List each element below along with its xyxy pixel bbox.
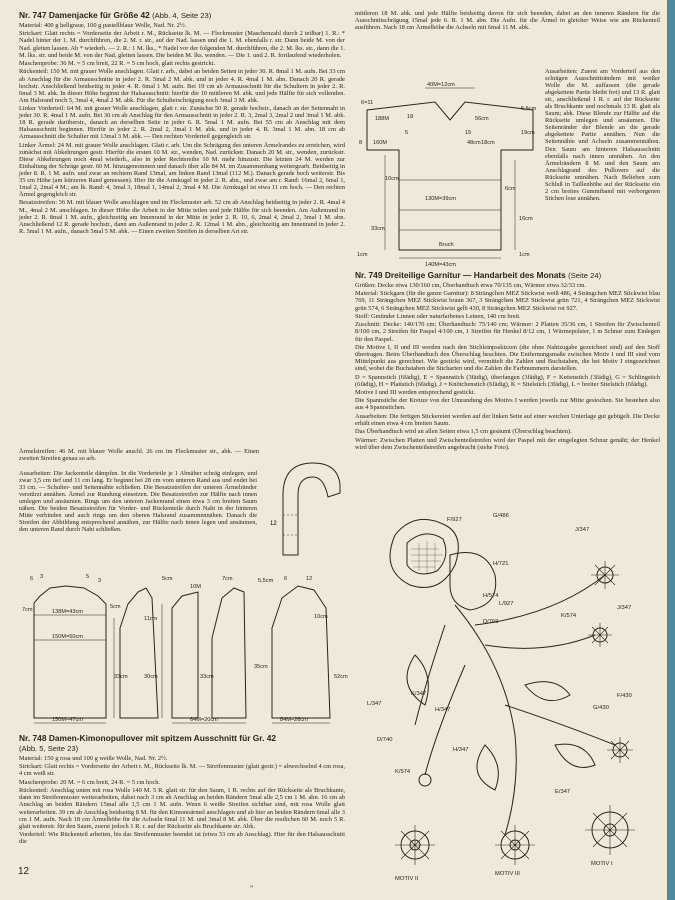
dim-label: 10cm [314,614,328,620]
rueckenteil-text: Rückenteil: 150 M. mit grauer Wolle anschlagen. Glatt r. arb., dabei an beiden Seiten in jeder 30. R. 8mal 1 M. aufn. Bei 33 cm ab Anschlag für die Armausschnitte in jeder 2. R. 5mal 2 M. abk. und in jeder 4. R. 4mal 1 M. abn. Danach 20 R. gerade hochstr. Anschließend beidseitig in jeder 4. R. 6mal 1 M. aufn. Bei 19 cm ab Armausschnitt für die Schultern in jeder 2. R. 6mal 3 M. abk. In dieser Höhe beginnt der Halsausschnitt: hierfür die 10 mittleren M. abk. und jede Hälfte für sich vollenden. Am Halsrand noch 5, 3mal 4, 4mal 2 M. abk. Für die Schulterschrägung noch 3mal 3 M. abk. [19,68,345,104]
dim-label: 19cm [521,130,535,136]
stitch-code: J/347 [617,605,632,611]
stitch-code: D/740 [377,737,393,743]
dim-label: 15 [465,130,472,136]
stitch-code: H/347 [453,747,469,753]
strickart-text: Strickart: Glatt rechts = Vorderseite der Arbeit r. M., Rückseite lk. M. — Fleckmuster (Maschenzahl durch 2 teilbar) 1. R.: * Nadel hinter der 1. M. durchführen, die 2. M. r. str., auf der Nad. lassen und die 1. M. ebenfalls r. str. Dann beide M. von der Nad. gleiten lassen. Ab * wiederh. — 2. R.: 1 M. lks., * Nadel vor der folgenden M. durchführen, die 2. M. lks. str., dann die 1. M. lks. str. und beide M. von der Nad. gleiten lassen. Die beiden M. lks. wenden. — Die 1. und 2. R. fortlaufend wiederholen. [19,30,345,59]
dim-label: 138M=43cm [52,609,83,615]
continued-text: mittleren 18 M. abk. und jede Hälfte beidseitig davon für sich beenden, dabei an den inneren Rändern für die Ausschnittschrägung 15mal jede 6. R. 1 M. abn. Die Aufn. für die Ärmel in gleicher Weise wie am Rückenteil ausführen. Nach 18 cm Ärmelhöhe die Achseln mit 6mal 11 M. abk. [355,10,660,32]
dim-label: 188M [375,116,389,122]
embroidery-motif-drawing [355,505,665,890]
stitch-code: F/927 [447,517,462,523]
motive-text: Die Motive I, II und III werden nach den Stichleinpsskizzen (die ohne Nahtzugabe gezeichnet sind) auf den Stoff übertragen. Beim Überhandtuch den Überschlag beachten. Die Entfernungsmaße zwischen Motiv I und III sind vom Mittelpunkt aus gerechnet. Wie gestickt wird, vermittelt die Zahlen und Buchstaben, die bei Motiv I eingezeichnet sind, wobei die Buchstaben die Sticharten und die Zahlen die Farbnummern darstellen. [355,343,660,373]
dim-label: 5 [86,574,90,580]
dim-label: 33cm [371,226,385,232]
rueckenteil-text: Rückenteil: Anschlag unten mit rosa Wolle 140 M. 5 R. glatt str. für den Saum, 1 R. rechts auf der Rückseite als Bruchkante, dann im Streifenmuster weiterarbeiten, dabei nach 3 cm ab Anschlag an beiden Rändern 5mal alle 2,5 cm 1 M. abn. 16 cm ab Anschlag an beiden Rändern 15mal alle 1,5 cm 1 M. aufn. Wenn 6 weiße Streifen sichtbar sind, mit rosa Wolle glatt weiterarbeiten. 39 cm ab Anschlag beidseitig 8 M. für den Kimonoärmel anschlagen und ab hier an beiden Rändern 6mal alle 3 cm 1 M. aufn. Nach 18 cm Ärmelhöhe für die Achseln 6mal 11 M. und 3mal 8 M. abk. Über die restlichen 60 M. noch 5 R. glatt weiterstr. für den Saum, zuerst jedoch 1 R. r. auf der Rückseite als Bruchkante str. Abk. [19,787,345,830]
dim-label: 18cm [481,140,495,146]
dim-label: 7cm [22,607,33,613]
ausarbeiten-text: Ausarbeiten: Die fertigen Stickereien werden auf der linken Seite auf einer weichen Unterlage gut gebügelt. Die Decke erhält einen etwa 4 cm breiten Saum. [355,412,660,427]
stitch-code: K/574 [395,769,411,775]
ausarbeiten-748-body [545,68,660,203]
dim-label: 11cm [144,616,158,622]
stitch-code: H/721 [493,561,509,567]
maschenprobe-text: Maschenprobe: 20 M. = 6 cm breit, 24 R. = 5 cm hoch. [19,778,161,786]
stitch-code: L/347 [367,701,382,707]
stitch-legend-text: D = Spannstich (6fädig), E = Spannstich (3fädig), überfangen (3fädig), F = Kettenstich (3fädig), G = Schlingstich (6fädig), H = Plattstich (6fädig), J = Knötchenstich (6fädig), K = Stielstich (3fädig), L = breiter Stielstich (6fädig). [355,373,660,388]
bottom-mark: " [250,884,254,893]
dim-label: 48cm [467,140,481,146]
dim-label: 3 [40,574,44,580]
stitch-code: J/347 [575,527,590,533]
stitch-code: G/486 [493,513,509,519]
aermelstreifen-text: Ärmelstreifen: 46 M. mit blauer Wolle anschl. 26 cm im Fleckmuster str., abk. — Einen zweiten Streifen genau so arb. [19,448,259,463]
dim-label: 16cm [519,216,533,222]
stitch-code: K/347 [411,691,427,697]
maschenprobe-text: Maschenprobe: 36 M. = 5 cm breit, 22 R. = 5 cm hoch, glatt rechts gestrickt. [19,60,216,68]
dim-label: 6=11 [361,100,374,106]
stitch-code: E/347 [555,789,571,795]
dim-label: 150M=50cm [52,634,83,640]
dim-label: 3 [98,578,102,584]
dim-label: 35cm [254,664,268,670]
stitch-code: H/574 [483,593,499,599]
motif-label: MOTIV I [591,861,613,867]
dim-label: 7cm [222,576,233,582]
dim-label: 150M=47cm [52,717,83,723]
ausarbeiten-text: Ausarbeiten: Die Jackenteile dämpfen. In die Vorderteile je 1 Abnäher schräg einlegen, und zwar 3,5 cm tief und 11 cm lang. Er beginnt bei 28 cm vom unteren Rand aus und endet bei 33 cm. — Schulter- und Seitennähte schließen. Die Besatzstreifen der unteren Ärmelränder verstürzt annähen. Ärmel zur Rundung einsetzen. Die Besatzstreifen zur Hälfte nach innen umlegen und ansäumen. Rings um den unteren Jackenrand einen etwa 3 cm breiten Saum nähen. Die beiden Besatzstreifen für Vorder- und Rückenteile durch Naht in der hinteren Mitte verbinden und auch rings um den oberen Halsrand zusammennähen. Danach die Streifen der Abbildung entsprechend annähen, zur Hälfte nach innen legen und ansäumen, den unteren Rand durch Naht schließen. [19,470,257,534]
article-number: Nr. 747 [19,10,47,20]
article-747-heading [19,10,345,21]
dim-label: Bruch [439,242,454,248]
linker-vorderteil-text: Linker Vorderteil: 64 M. mit grauer Wolle anschlagen, glatt r. str. Zunächst 50 R. gerade hochstr., danach an der Seitennaht in jeder 30. R. 4mal 1 M. aufn. Bei 30 cm ab Anschlag für den Armausschnitt in jeder 2. R. 3, 2mal 3, 2mal 2 und 3mal 1 M. abk. 18 R. gerade darüberstr., danach an derselben Seite in jeder 6. R. 5mal 1 M. aufn. Bei 55 cm ab Anschlag mit dem Halsausschnitt beginnen. Hierfür in jeder 2. R. 2mal 2, 3mal 1 M. abk. und in jeder 4. R. 3mal 1 M. abn. 18 cm ab Armausschnitt die Schulter mit 13mal 3 M. abk. — Den rechten Vorderteil gegengleich str. [19,105,345,141]
dim-label: 10cm [385,176,399,182]
ausarbeiten-text: Ausarbeiten: Zuerst am Vorderteil aus den schrägen Ausschnitträndern mit weißer Wolle die M. auffassen (die gerade abgekettete Partie bleibt frei) und 13 R. glatt str., anschließend 1 R. r. auf der Rückseite als Bruchkante und nochmals 13 R. glatt als Saum; abk. Diese Blende zur Hälfte auf die Rückseite umlegen und ansäumen. Die Seitenränder der Blende an die gerade abgekettete Partie annähen. Nun die Seitennähte und Achseln zusammennähen. Den Saum am hinteren Halsausschnitt ebenfalls nach innen umnähen. An den Ärmelrändern 8 M. und den Saum am Anschlagrand des Pullovers auf die Rückseite umnähen. Nach Belieben zum Schluß in Taillenhöhe auf der Rückseite ein 2 cm breites Gummiband mit verborgenen Stichen lose annähen. [545,68,660,202]
page-number: 12 [18,866,30,877]
dim-label: 84M=26cm [280,717,308,723]
stitch-code: F/430 [617,693,632,699]
dim-label: 5cm [162,576,173,582]
vorderteil-text: Vorderteil: Wie Rückenteil arbeiten, bis das Streifenmuster beendet ist (etwa 33 cm ab Anschlag). Hier für den Halsausschnitt die [19,831,345,846]
article-ref: (Abb. 5, Seite 23) [19,744,79,753]
dim-label: 1cm [519,252,530,258]
material-text: Material: 400 g hellgraue, 100 g pastellblaue Wolle, Nad. Nr. 2½. [19,22,187,29]
dim-label: 5cm [110,604,121,610]
article-ref: (Abb. 4, Seite 23) [152,11,212,20]
dim-label: 5,5cm [521,106,537,112]
material-text: Material: 150 g rosa und 100 g weiße Wolle, Nad. Nr. 2½. [19,755,168,762]
zuschnitt-text: Zuschnitt: Decke: 140/170 cm; Überhandtuch: 75/140 cm; Wärmer: 2 Platten 35/36 cm, 1 Streifen für Zwischenteil 8/100 cm, 2 Streifen für Paspel 4/100 cm, 1 Streifen für Henkel 8/12 cm, 1 Wärmepolster, 1 m Schnur zum Einlegen für den Paspel. [355,321,660,343]
page-edge [667,0,675,900]
groessen-text: Größen: Decke etwa 130/160 cm, Überhandtuch etwa 70/135 cm, Wärmer etwa 32/33 cm. [355,282,587,289]
waermer-text: Wärmer: Zwischen Platten und Zwischenteilstreifen wird der Paspel mit der eingelegten Schnur genäht; der Henkel wird über dem Zwischenteilstreifen angebracht (siehe Foto). [355,436,660,451]
dim-label: 8 [359,140,363,146]
stitch-code: H/347 [435,707,451,713]
dim-label: 130M=39cm [425,196,456,202]
dim-label: 18 [407,114,414,120]
dim-label: 6cm [505,186,516,192]
dim-label: 6 [284,576,288,582]
dim-label: 52cm [334,674,348,680]
collar-label: 12 [270,521,277,527]
ueberhandtuch-text: Das Überhandtuch wird an allen Seiten etwa 1,5 cm gesäumt (Überschlag beachten). [355,428,572,436]
collar-strip-pattern [258,455,348,565]
dim-label: 12 [306,576,313,582]
article-748 [19,733,345,847]
dim-label: 160M [373,140,387,146]
dim-label: 5 [405,130,409,136]
article-title: Damen-Kimonopullover mit spitzem Ausschnitt für Gr. 42 [48,733,277,743]
linker-aermel-text: Linker Ärmel: 24 M. mit grauer Wolle anschlagen. Glatt r. arb. Um die Schrägung des unteren Ärmelrandes zu erreichen, wird zunächst mit Abkehrungen gestr. Hierfür die ersten 10 M. str., wenden, Nad. zurückstr. Danach 20 M. str., wenden, zurückstr. Diese Abkehrungen noch 4mal wiederh., also in jeder Rechtsreihe 10 M. mehr hinzustr. Die letzten 24 M. werden zur Einhaltung der Schräge gestr. 60 M. hinzugenommen und danach über alle 84 M. im Zusammenhang weitergearb. Beidseitig in jeder 8. R. 1 M. aufn. und zwar an rechtem Rand 13mal, am linken Rand 13mal (112 M.). Danach gerade hoch weiterstr. Bis 35 cm Höhe (am kürzeren Rand gemessen). Hier für die Armkugel in jeder 2. R. abn., und zwar am r. Rand: 16mal 2, 6mal 1, 1mal 2, 2mal 4 M.; am lk. Rand: 4, 3mal 3, 18mal 1, 14mal 2, 3mal 4 M. Die Armkugel ist etwa 11 cm hoch. — Den rechten Ärmel gegengleich str. [19,141,345,199]
article-749 [355,270,660,452]
article-747 [19,10,345,236]
stitch-code: K/574 [561,613,577,619]
pattern-747-drawing [22,568,348,728]
besatzstreifen-text: Besatzstreifen: 36 M. mit blauer Wolle anschlagen und im Fleckmuster arb. 52 cm ab Anschlag beidseitig in jeder 2. R. 4mal 4 M., 4mal 2 M. anschlagen. In dieser Höhe die Arbeit in der Mitte teilen und jede Hälfte für sich beenden. Am Außenrand in jeder 2. R. 8mal 1 M. aufn., gleichzeitig am Innenrand in der Mitte in jeder 2. R. 10, 6, 2mal 4, 2mal 2, 3mal 1 M. abn. Anschließend 12 R. gerade hochstr., dann am Außenrand in jeder 2. R. 12mal 1 M. abn., gleichzeitig am Innenrand in jeder 2. R. 5mal 1 M. aufn., danach 5mal 5 M. abk. — Einen zweiten Streifen in derselben Art str. [19,199,345,235]
article-748-heading [19,733,345,754]
stoff-text: Stoff: Gmünder Linnen oder naturfarbenes Leinen, 140 cm breit. [355,312,521,320]
dim-label: 5,5cm [258,578,274,584]
article-title: Damenjacke für Größe 42 [48,10,150,20]
spannstiche-text: Die Spannstiche der Kreuze von der Umrandung des Motivs I werden jeweils zur Mitte gestochen. Sie bestehen also aus 4 Spannstichen. [355,397,660,412]
dim-label: 56cm [475,116,489,122]
motive-note-text: Motive I und III werden entsprechend gestickt. [355,389,476,396]
dim-label: 40M=12cm [427,82,455,88]
article-title: Dreiteilige Garnitur — Handarbeit des Monats [384,270,566,280]
stitch-code: D/769 [483,619,499,625]
dim-label: 33cm [200,674,214,680]
dim-label: 30cm [144,674,158,680]
article-749-heading [355,270,660,281]
article-ref: (Seite 24) [568,271,602,280]
article-748-cont [355,10,660,33]
stitch-code: L/927 [499,601,514,607]
motif-label: MOTIV II [395,876,419,882]
article-number: Nr. 748 [19,733,47,743]
dim-label: 6 [30,576,34,582]
dim-label: 10M [190,584,201,590]
article-number: Nr. 749 [355,270,383,280]
motif-label: MOTIV III [495,871,520,877]
dim-label: 1cm [357,252,368,258]
dim-label: 140M=43cm [425,262,456,268]
dim-label: 33cm [114,674,128,680]
material-text: Material: Stickgarn (für die ganze Garnitur): 8 Strängchen MEZ Stickwist weiß 486, 4 Strängchen MEZ Stickwist blau 769, 11 Strängchen MEZ Stickwist braun 367, 3 Strängchen MEZ Stickwist grün 721, 4 Strängchen MEZ Stickwist grün 574, 6 Strängchen MEZ Stickwist gelb 430, 8 Strängchen MEZ Stickwist rot 927. [355,290,660,312]
stitch-code: G/430 [593,705,609,711]
article-747-ausarbeiten [19,470,257,535]
pattern-748-drawing [355,80,545,270]
dim-label: 64M=20cm [190,717,218,723]
strickart-text: Strickart: Glatt rechts = Vorderseite der Arbeit r. M., Rückseite lk. M. — Streifenmuster (glatt gestr.) = abwechselnd 4 cm rosa, 4 cm weiß str. [19,763,345,778]
